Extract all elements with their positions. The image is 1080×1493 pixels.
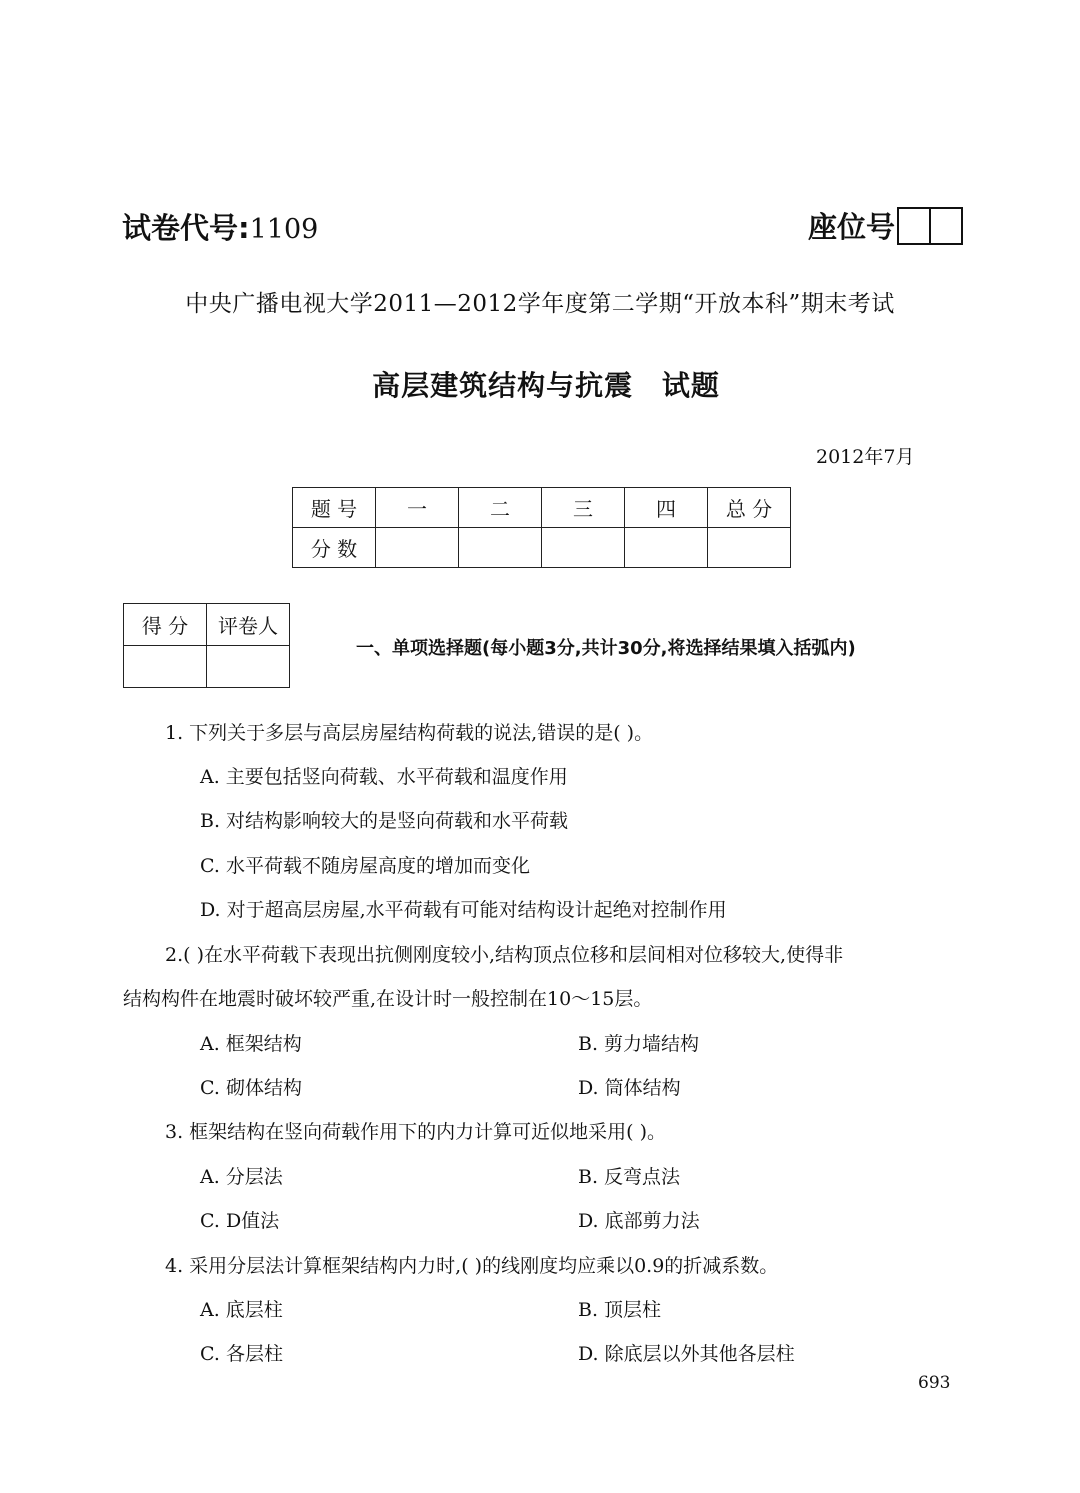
score-blank-cell[interactable] [625, 528, 708, 568]
score-cell: 一 [376, 488, 459, 528]
question-2-stem-line1: 2.( )在水平荷载下表现出抗侧刚度较小,结构顶点位移和层间相对位移较大,使得非 [165, 944, 844, 966]
seat-number-boxes [897, 207, 963, 245]
grader-blank-cell[interactable] [207, 646, 290, 688]
seat-number [808, 205, 963, 246]
grader-score-header: 得 分 [124, 604, 207, 646]
score-cell: 三 [542, 488, 625, 528]
paper-code-number: 1109 [249, 214, 319, 245]
score-table-score-row [293, 528, 791, 568]
score-table [292, 487, 791, 568]
question-2-option-d: D. 筒体结构 [578, 1077, 681, 1099]
question-4-option-a: A. 底层柱 [200, 1299, 283, 1321]
seat-number-label: 座位号 [808, 210, 896, 244]
exam-date: 2012年7月 [816, 446, 915, 468]
grader-header-row [124, 604, 290, 646]
question-1-option-b: B. 对结构影响较大的是竖向荷载和水平荷载 [200, 810, 569, 832]
question-3-option-a: A. 分层法 [200, 1166, 283, 1188]
paper-code [122, 206, 318, 247]
page-number: 693 [918, 1373, 951, 1393]
score-cell: 总 分 [708, 488, 791, 528]
grader-blank-row [124, 646, 290, 688]
question-1-option-c: C. 水平荷载不随房屋高度的增加而变化 [200, 855, 530, 877]
question-4-option-c: C. 各层柱 [200, 1343, 283, 1365]
question-4-option-d: D. 除底层以外其他各层柱 [578, 1343, 795, 1365]
score-blank-cell[interactable] [376, 528, 459, 568]
score-blank-cell[interactable] [708, 528, 791, 568]
grader-table [123, 603, 290, 688]
section-title: 一、单项选择题(每小题3分,共计30分,将选择结果填入括弧内) [356, 638, 856, 659]
question-1-stem: 1. 下列关于多层与高层房屋结构荷载的说法,错误的是( )。 [165, 722, 654, 744]
score-blank-cell[interactable] [459, 528, 542, 568]
question-4-option-b: B. 顶层柱 [578, 1299, 662, 1321]
score-cell: 分 数 [293, 528, 376, 568]
score-cell: 四 [625, 488, 708, 528]
question-3-option-d: D. 底部剪力法 [578, 1210, 700, 1232]
score-table-header-row [293, 488, 791, 528]
seat-box [899, 209, 929, 243]
question-2-option-c: C. 砌体结构 [200, 1077, 302, 1099]
question-1-option-d: D. 对于超高层房屋,水平荷载有可能对结构设计起绝对控制作用 [200, 899, 727, 921]
question-1-option-a: A. 主要包括竖向荷载、水平荷载和温度作用 [200, 766, 568, 788]
question-3-option-b: B. 反弯点法 [578, 1166, 681, 1188]
university-line: 中央广播电视大学2011—2012学年度第二学期“开放本科”期末考试 [185, 291, 895, 317]
paper-code-label: 试卷代号: [122, 211, 250, 245]
question-4-stem: 4. 采用分层法计算框架结构内力时,( )的线刚度均应乘以0.9的折减系数。 [165, 1255, 779, 1277]
score-cell: 二 [459, 488, 542, 528]
question-2-stem-line2: 结构构件在地震时破坏较严重,在设计时一般控制在10～15层。 [123, 988, 653, 1010]
grader-blank-cell[interactable] [124, 646, 207, 688]
score-cell: 题 号 [293, 488, 376, 528]
question-2-option-a: A. 框架结构 [200, 1033, 302, 1055]
exam-title: 高层建筑结构与抗震 试题 [372, 369, 720, 402]
question-3-stem: 3. 框架结构在竖向荷载作用下的内力计算可近似地采用( )。 [165, 1121, 667, 1143]
score-blank-cell[interactable] [542, 528, 625, 568]
seat-box [929, 209, 961, 243]
grader-name-header: 评卷人 [207, 604, 290, 646]
question-2-option-b: B. 剪力墙结构 [578, 1033, 700, 1055]
question-3-option-c: C. D值法 [200, 1210, 280, 1232]
